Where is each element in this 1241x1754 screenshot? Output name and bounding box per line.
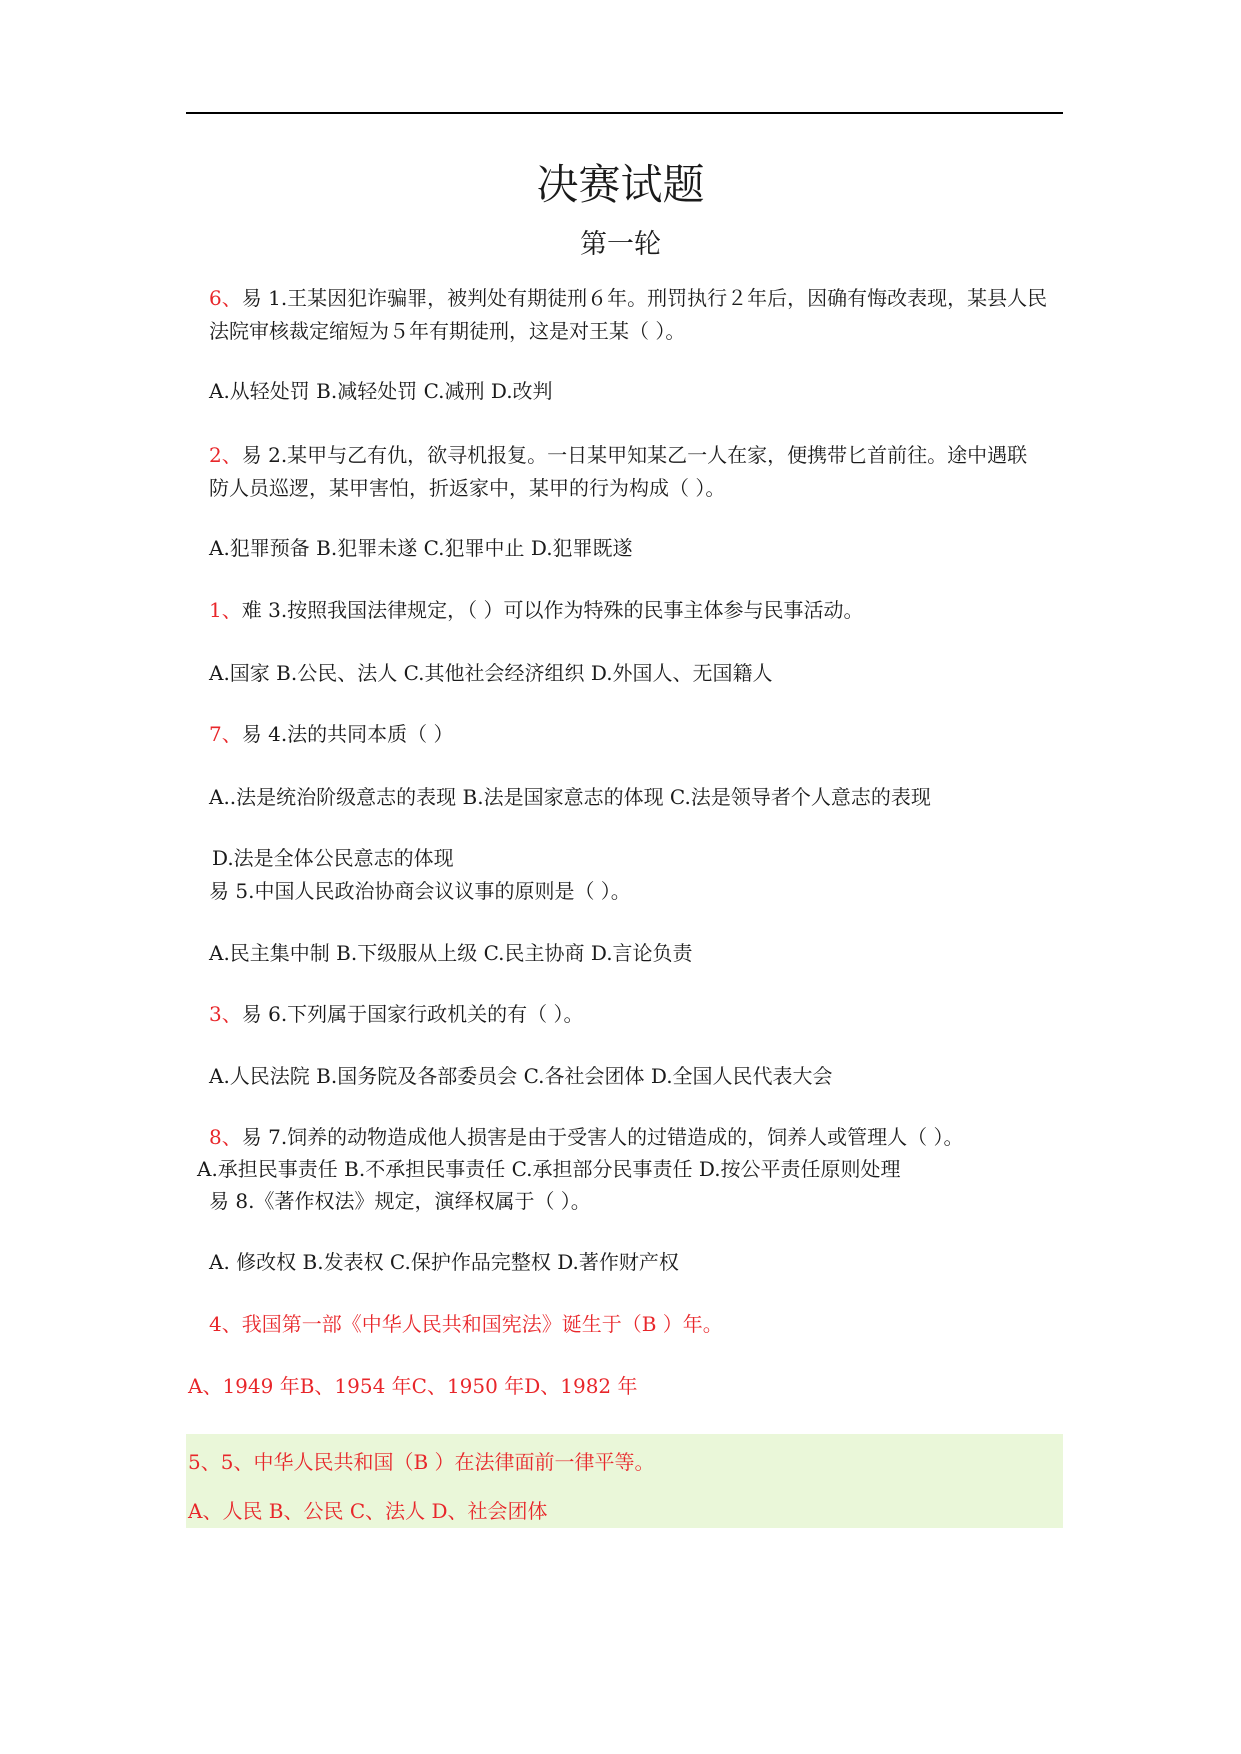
question-1-line-1 bbox=[209, 285, 1047, 311]
question-3-text: 难 3.按照我国法律规定，（ ）可以作为特殊的民事主体参与民事活动。 bbox=[241, 598, 864, 622]
question-1-number: 6、 bbox=[209, 286, 242, 310]
question-10-options: A、人民 B、公民 C、法人 D、社会团体 bbox=[188, 1499, 548, 1523]
question-6-line-1 bbox=[209, 1001, 584, 1027]
question-7-text: 易 7.饲养的动物造成他人损害是由于受害人的过错造成的，饲养人或管理人（ ）。 bbox=[241, 1125, 964, 1149]
question-5-options: A.民主集中制 B.下级服从上级 C.民主协商 D.言论负责 bbox=[209, 941, 693, 965]
header-rule bbox=[186, 112, 1063, 114]
question-8-line-1: 易 8.《著作权法》规定，演绎权属于（ ）。 bbox=[209, 1189, 591, 1213]
question-4-text: 易 4.法的共同本质（ ） bbox=[241, 722, 454, 746]
question-2-number: 2、 bbox=[209, 443, 242, 467]
question-3-number: 1、 bbox=[209, 598, 242, 622]
question-9-options: A、1949 年B、1954 年C、1950 年D、1982 年 bbox=[188, 1374, 638, 1398]
page-title: 决赛试题 bbox=[536, 160, 705, 209]
question-4-number: 7、 bbox=[209, 722, 242, 746]
question-7-options: A.承担民事责任 B.不承担民事责任 C.承担部分民事责任 D.按公平责任原则处理 bbox=[197, 1157, 901, 1181]
question-6-number: 3、 bbox=[209, 1002, 242, 1026]
question-7-line-1 bbox=[209, 1124, 964, 1150]
question-4-options: A..法是统治阶级意志的表现 B.法是国家意志的体现 C.法是领导者个人意志的表现 bbox=[209, 785, 931, 809]
question-6-options: A.人民法院 B.国务院及各部委员会 C.各社会团体 D.全国人民代表大会 bbox=[209, 1064, 833, 1088]
question-1-text: 易 1.王某因犯诈骗罪，被判处有期徒刑６年。刑罚执行２年后，因确有悔改表现，某县人民 bbox=[241, 286, 1048, 310]
question-2-options: A.犯罪预备 B.犯罪未遂 C.犯罪中止 D.犯罪既遂 bbox=[209, 536, 633, 560]
question-10-line-1: 5、5、中华人民共和国（B ）在法律面前一律平等。 bbox=[188, 1450, 655, 1474]
question-4-line-1 bbox=[209, 721, 454, 747]
question-1-line-2: 法院审核裁定缩短为５年有期徒刑，这是对王某（ ）。 bbox=[209, 319, 686, 343]
question-8-options: A. 修改权 B.发表权 C.保护作品完整权 D.著作财产权 bbox=[209, 1250, 679, 1274]
question-5-line-1: 易 5.中国人民政治协商会议议事的原则是（ ）。 bbox=[209, 879, 631, 903]
question-3-options: A.国家 B.公民、法人 C.其他社会经济组织 D.外国人、无国籍人 bbox=[209, 661, 773, 685]
question-9-line-1: 4、我国第一部《中华人民共和国宪法》诞生于（B ）年。 bbox=[209, 1312, 723, 1336]
question-3-line-1 bbox=[209, 597, 864, 623]
question-2-line-2: 防人员巡逻，某甲害怕，折返家中，某甲的行为构成（ ）。 bbox=[209, 476, 726, 500]
question-1-options: A.从轻处罚 B.减轻处罚 C.减刑 D.改判 bbox=[209, 379, 553, 403]
question-2-text: 易 2.某甲与乙有仇，欲寻机报复。一日某甲知某乙一人在家，便携带匕首前往。途中遇联 bbox=[241, 443, 1028, 467]
question-7-number: 8、 bbox=[209, 1125, 242, 1149]
question-6-text: 易 6.下列属于国家行政机关的有（ ）。 bbox=[241, 1002, 584, 1026]
round-subtitle: 第一轮 bbox=[580, 229, 661, 260]
question-4-options-2: D.法是全体公民意志的体现 bbox=[212, 846, 454, 870]
question-2-line-1 bbox=[209, 442, 1027, 468]
